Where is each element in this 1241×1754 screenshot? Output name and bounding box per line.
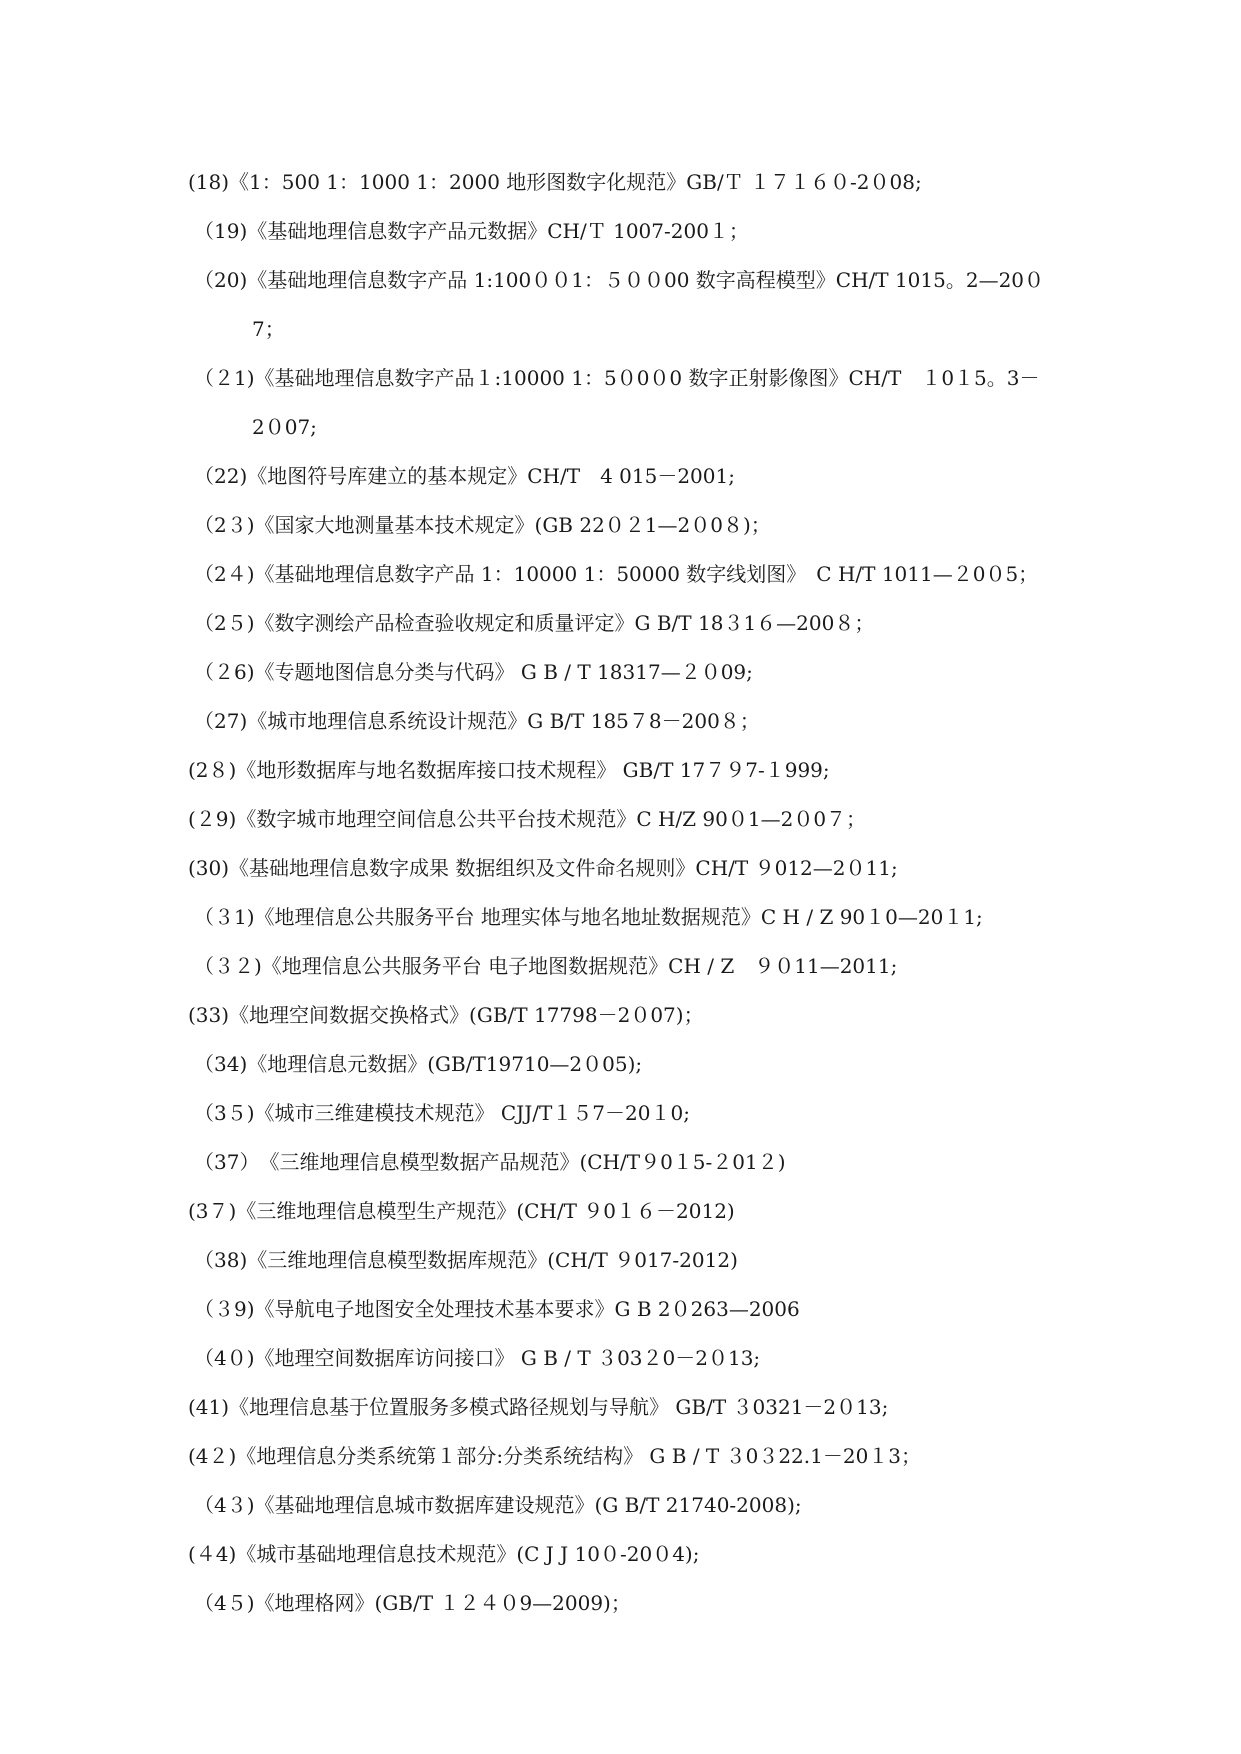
reference-item xyxy=(188,844,1088,893)
reference-item xyxy=(188,354,1088,452)
reference-text: （20)《基础地理信息数字产品 1:100００1：５００00 数字高程模型》CH/T 1015。2—20０ xyxy=(194,268,1045,292)
reference-text: (18)《1：500 1：1000 1：2000 地形图数字化规范》GB/Ｔ １７１６０-2０08; xyxy=(188,170,922,194)
reference-item xyxy=(188,697,1088,746)
reference-item xyxy=(188,1138,1088,1187)
reference-text: （4０)《地理空间数据库访问接口》 G B / T ３03２0－2０13; xyxy=(194,1346,761,1370)
reference-item xyxy=(188,1432,1088,1481)
reference-item xyxy=(188,207,1088,256)
reference-text: (4２)《地理信息分类系统第１部分:分类系统结构》 G B / T ３0３22.1－20１3； xyxy=(188,1444,922,1468)
reference-text: （2３)《国家大地测量基本技术规定》(GB 22０２1—2０0８)； xyxy=(194,513,771,537)
reference-item xyxy=(188,1285,1088,1334)
reference-text: （19)《基础地理信息数字产品元数据》CH/Ｔ 1007-200１； xyxy=(194,219,749,243)
reference-item xyxy=(188,1089,1088,1138)
reference-text: （３２)《地理信息公共服务平台 电子地图数据规范》CH / Z ９０11—2011; xyxy=(194,954,898,978)
reference-text: （3５)《城市三维建模技术规范》 CJJ/T１５7－20１0; xyxy=(194,1101,690,1125)
reference-item xyxy=(188,893,1088,942)
reference-text: （4５)《地理格网》(GB/T １２４０9—2009)； xyxy=(194,1591,631,1615)
reference-text: （27)《城市地理信息系统设计规范》G B/T 185７8－200８； xyxy=(194,709,760,733)
reference-text: （34)《地理信息元数据》(GB/T19710—2０05); xyxy=(194,1052,643,1076)
reference-item xyxy=(188,795,1088,844)
reference-item xyxy=(188,1481,1088,1530)
reference-text: （2４)《基础地理信息数字产品 1：10000 1：50000 数字线划图》 C H/T 1011—２0０5； xyxy=(194,562,1039,586)
reference-item xyxy=(188,1334,1088,1383)
reference-text: （２1)《基础地理信息数字产品１:10000 1：5０0０0 数字正射影像图》CH/T １0１5。3－ xyxy=(194,366,1040,390)
reference-item xyxy=(188,648,1088,697)
reference-text: （３9)《导航电子地图安全处理技术基本要求》G B 2０263—2006 xyxy=(194,1297,800,1321)
reference-text: (3７)《三维地理信息模型生产规范》(CH/T ９0１６－2012) xyxy=(188,1199,735,1223)
reference-item xyxy=(188,746,1088,795)
reference-item xyxy=(188,1383,1088,1432)
reference-item xyxy=(188,1187,1088,1236)
reference-text: （2５)《数字测绘产品检查验收规定和质量评定》G B/T 18３1６—200８； xyxy=(194,611,875,635)
reference-item xyxy=(188,256,1088,354)
reference-item xyxy=(188,501,1088,550)
reference-text: （37） 《三维地理信息模型数据产品规范》(CH/T９0１5-２01２) xyxy=(194,1150,786,1174)
reference-text: (４4)《城市基础地理信息技术规范》(C J J 10０-20０4); xyxy=(188,1542,700,1566)
reference-item xyxy=(188,942,1088,991)
reference-text: （22)《地图符号库建立的基本规定》CH/T 4 015－2001; xyxy=(194,464,735,488)
reference-text: (33)《地理空间数据交换格式》(GB/T 17798－2０07)； xyxy=(188,1003,704,1027)
reference-item xyxy=(188,1236,1088,1285)
reference-text-continuation: 2０07; xyxy=(252,415,317,439)
reference-item xyxy=(188,599,1088,648)
reference-item xyxy=(188,1579,1088,1628)
reference-text: （３1)《地理信息公共服务平台 地理实体与地名地址数据规范》C H / Z 90１0—20１1; xyxy=(194,905,983,929)
reference-text: (2８)《地形数据库与地名数据库接口技术规程》 GB/T 17７９7-１999; xyxy=(188,758,830,782)
reference-text: （２6)《专题地图信息分类与代码》 G B / T 18317—２０09; xyxy=(194,660,753,684)
reference-text: （4３)《基础地理信息城市数据库建设规范》(G B/T 21740-2008); xyxy=(194,1493,802,1517)
reference-item xyxy=(188,452,1088,501)
reference-item xyxy=(188,158,1088,207)
reference-text: (２9)《数字城市地理空间信息公共平台技术规范》C H/Z 90０1—2０0７； xyxy=(188,807,867,831)
reference-item xyxy=(188,550,1088,599)
reference-text-continuation: 7； xyxy=(252,317,285,341)
reference-text: （38)《三维地理信息模型数据库规范》(CH/T ９017-2012) xyxy=(194,1248,738,1272)
reference-text: (30)《基础地理信息数字成果 数据组织及文件命名规则》CH/T ９012—2０11; xyxy=(188,856,898,880)
reference-item xyxy=(188,1040,1088,1089)
reference-item xyxy=(188,1530,1088,1579)
reference-list xyxy=(188,158,1088,1628)
reference-text: (41)《地理信息基于位置服务多模式路径规划与导航》 GB/T ３0321－2０13; xyxy=(188,1395,889,1419)
reference-item xyxy=(188,991,1088,1040)
